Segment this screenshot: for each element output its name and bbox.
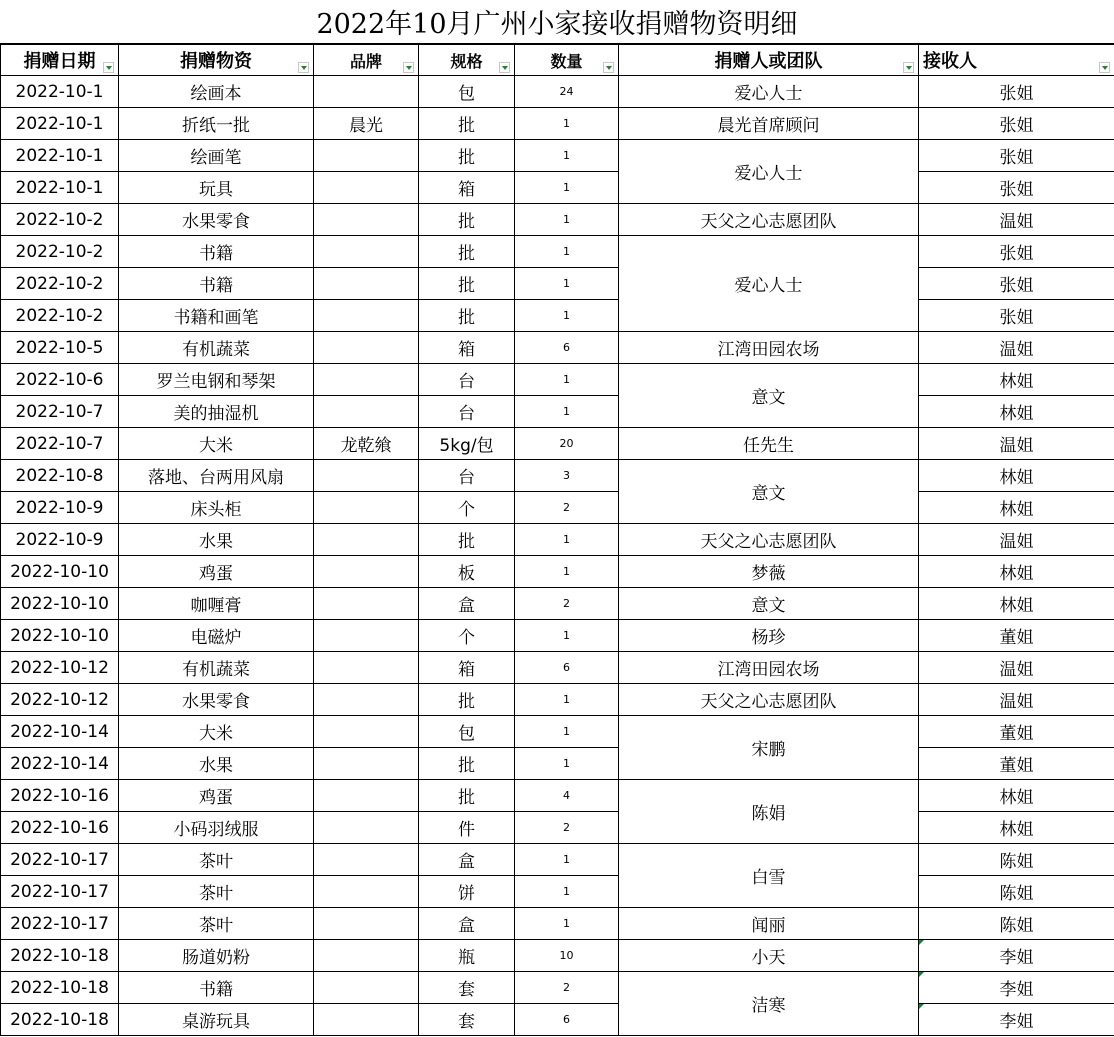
qty-cell[interactable]: 1 <box>515 684 619 716</box>
brand-cell[interactable] <box>314 492 419 524</box>
header-receiver <box>919 45 1114 76</box>
item-cell[interactable]: 玩具 <box>119 172 314 204</box>
brand-cell[interactable] <box>314 1004 419 1036</box>
item-cell[interactable]: 大米 <box>119 716 314 748</box>
date-cell[interactable]: 2022-10-2 <box>1 204 119 236</box>
table-row <box>1 428 1114 460</box>
qty-cell[interactable]: 10 <box>515 940 619 972</box>
donor-cell[interactable]: 杨珍 <box>619 620 919 652</box>
item-cell[interactable]: 咖喱膏 <box>119 588 314 620</box>
item-cell[interactable]: 肠道奶粉 <box>119 940 314 972</box>
spec-cell[interactable]: 5kg/包 <box>419 428 515 460</box>
receiver-cell[interactable]: 张姐 <box>919 108 1114 140</box>
spec-cell[interactable]: 套 <box>419 1004 515 1036</box>
receiver-cell[interactable]: 林姐 <box>919 812 1114 844</box>
qty-cell[interactable]: 2 <box>515 588 619 620</box>
receiver-cell[interactable]: 林姐 <box>919 492 1114 524</box>
qty-cell[interactable]: 1 <box>515 716 619 748</box>
receiver-cell[interactable]: 李姐 <box>919 972 1114 1004</box>
donor-cell[interactable]: 江湾田园农场 <box>619 652 919 684</box>
spec-cell[interactable]: 批 <box>419 140 515 172</box>
brand-cell[interactable]: 龙乾飨 <box>314 428 419 460</box>
header-receiver-label: 接收人 <box>923 51 977 72</box>
receiver-cell[interactable]: 林姐 <box>919 396 1114 428</box>
spec-cell[interactable]: 批 <box>419 204 515 236</box>
spec-cell[interactable]: 批 <box>419 684 515 716</box>
table-row <box>1 204 1114 236</box>
receiver-cell[interactable]: 林姐 <box>919 460 1114 492</box>
table-row <box>1 876 1114 908</box>
header-brand <box>314 45 419 76</box>
table-row <box>1 556 1114 588</box>
qty-cell[interactable]: 1 <box>515 108 619 140</box>
table-row <box>1 908 1114 940</box>
brand-cell[interactable] <box>314 940 419 972</box>
spec-cell[interactable]: 批 <box>419 236 515 268</box>
table-row <box>1 780 1114 812</box>
date-cell[interactable]: 2022-10-2 <box>1 236 119 268</box>
brand-cell[interactable] <box>314 460 419 492</box>
brand-cell[interactable] <box>314 364 419 396</box>
donor-cell[interactable]: 白雪 <box>619 844 919 908</box>
receiver-cell[interactable]: 张姐 <box>919 300 1114 332</box>
donor-cell[interactable]: 洁寒 <box>619 972 919 1036</box>
item-cell[interactable]: 茶叶 <box>119 876 314 908</box>
date-cell[interactable]: 2022-10-16 <box>1 780 119 812</box>
date-cell[interactable]: 2022-10-14 <box>1 748 119 780</box>
brand-cell[interactable] <box>314 652 419 684</box>
qty-cell[interactable]: 3 <box>515 460 619 492</box>
qty-cell[interactable]: 1 <box>515 396 619 428</box>
item-cell[interactable]: 折纸一批 <box>119 108 314 140</box>
date-cell[interactable]: 2022-10-2 <box>1 268 119 300</box>
brand-cell[interactable] <box>314 812 419 844</box>
qty-cell[interactable]: 1 <box>515 172 619 204</box>
header-item <box>119 45 314 76</box>
donor-cell[interactable]: 爱心人士 <box>619 76 919 108</box>
spec-cell[interactable]: 箱 <box>419 172 515 204</box>
brand-cell[interactable] <box>314 396 419 428</box>
table-row <box>1 588 1114 620</box>
spec-cell[interactable]: 瓶 <box>419 940 515 972</box>
spec-cell[interactable]: 批 <box>419 780 515 812</box>
donor-cell[interactable]: 意文 <box>619 588 919 620</box>
brand-cell[interactable] <box>314 620 419 652</box>
filter-dropdown-icon[interactable] <box>403 62 414 73</box>
receiver-cell[interactable]: 张姐 <box>919 76 1114 108</box>
spec-cell[interactable]: 箱 <box>419 332 515 364</box>
qty-cell[interactable]: 1 <box>515 844 619 876</box>
item-cell[interactable]: 床头柜 <box>119 492 314 524</box>
table-row <box>1 812 1114 844</box>
brand-cell[interactable] <box>314 780 419 812</box>
donor-cell[interactable]: 陈娟 <box>619 780 919 844</box>
brand-cell[interactable] <box>314 556 419 588</box>
item-cell[interactable]: 有机蔬菜 <box>119 332 314 364</box>
spec-cell[interactable]: 盒 <box>419 908 515 940</box>
donor-cell[interactable]: 晨光首席顾问 <box>619 108 919 140</box>
donor-cell[interactable]: 任先生 <box>619 428 919 460</box>
table-row <box>1 652 1114 684</box>
receiver-cell[interactable]: 林姐 <box>919 588 1114 620</box>
donor-cell[interactable]: 江湾田园农场 <box>619 332 919 364</box>
qty-cell[interactable]: 1 <box>515 620 619 652</box>
item-cell[interactable]: 水果 <box>119 524 314 556</box>
brand-cell[interactable] <box>314 972 419 1004</box>
table-row <box>1 140 1114 172</box>
item-cell[interactable]: 桌游玩具 <box>119 1004 314 1036</box>
qty-cell[interactable]: 24 <box>515 76 619 108</box>
item-cell[interactable]: 茶叶 <box>119 844 314 876</box>
date-cell[interactable]: 2022-10-18 <box>1 940 119 972</box>
date-cell[interactable]: 2022-10-1 <box>1 140 119 172</box>
filter-dropdown-icon[interactable] <box>499 62 510 73</box>
qty-cell[interactable]: 1 <box>515 140 619 172</box>
table-row <box>1 364 1114 396</box>
item-cell[interactable]: 罗兰电钢和琴架 <box>119 364 314 396</box>
table-row <box>1 844 1114 876</box>
receiver-cell[interactable]: 林姐 <box>919 556 1114 588</box>
qty-cell[interactable]: 1 <box>515 876 619 908</box>
table-row <box>1 748 1114 780</box>
qty-cell[interactable]: 1 <box>515 204 619 236</box>
brand-cell[interactable] <box>314 876 419 908</box>
qty-cell[interactable]: 6 <box>515 652 619 684</box>
table-row <box>1 716 1114 748</box>
spec-cell[interactable]: 批 <box>419 748 515 780</box>
spec-cell[interactable]: 套 <box>419 972 515 1004</box>
qty-cell[interactable]: 1 <box>515 524 619 556</box>
donor-cell[interactable]: 闻丽 <box>619 908 919 940</box>
table-row <box>1 172 1114 204</box>
table-row <box>1 684 1114 716</box>
sheet-title: 2022年10月广州小家接收捐赠物资明细 <box>0 0 1114 44</box>
filter-dropdown-icon[interactable] <box>298 62 309 73</box>
qty-cell[interactable]: 1 <box>515 556 619 588</box>
receiver-cell[interactable]: 李姐 <box>919 940 1114 972</box>
date-cell[interactable]: 2022-10-10 <box>1 588 119 620</box>
brand-cell[interactable] <box>314 204 419 236</box>
brand-cell[interactable] <box>314 236 419 268</box>
item-cell[interactable]: 书籍 <box>119 268 314 300</box>
donor-cell[interactable]: 小天 <box>619 940 919 972</box>
date-cell[interactable]: 2022-10-6 <box>1 364 119 396</box>
item-cell[interactable]: 水果 <box>119 748 314 780</box>
receiver-cell[interactable]: 陈姐 <box>919 908 1114 940</box>
spec-cell[interactable]: 盒 <box>419 588 515 620</box>
qty-cell[interactable]: 6 <box>515 1004 619 1036</box>
spec-cell[interactable]: 个 <box>419 620 515 652</box>
table-row <box>1 332 1114 364</box>
date-cell[interactable]: 2022-10-14 <box>1 716 119 748</box>
header-date <box>1 45 119 76</box>
donation-table <box>0 44 1114 1036</box>
item-cell[interactable]: 鸡蛋 <box>119 780 314 812</box>
qty-cell[interactable]: 1 <box>515 300 619 332</box>
donor-cell[interactable]: 天父之心志愿团队 <box>619 684 919 716</box>
brand-cell[interactable] <box>314 844 419 876</box>
date-cell[interactable]: 2022-10-7 <box>1 428 119 460</box>
date-cell[interactable]: 2022-10-12 <box>1 652 119 684</box>
header-date-label: 捐赠日期 <box>23 51 96 72</box>
spec-cell[interactable]: 台 <box>419 364 515 396</box>
receiver-cell[interactable]: 陈姐 <box>919 844 1114 876</box>
spec-cell[interactable]: 饼 <box>419 876 515 908</box>
date-cell[interactable]: 2022-10-18 <box>1 972 119 1004</box>
date-cell[interactable]: 2022-10-16 <box>1 812 119 844</box>
spec-cell[interactable]: 批 <box>419 268 515 300</box>
brand-cell[interactable] <box>314 268 419 300</box>
qty-cell[interactable]: 1 <box>515 236 619 268</box>
table-row <box>1 524 1114 556</box>
table-row <box>1 1004 1114 1036</box>
item-cell[interactable]: 绘画本 <box>119 76 314 108</box>
item-cell[interactable]: 落地、台两用风扇 <box>119 460 314 492</box>
header-spec-label: 规格 <box>450 51 483 71</box>
item-cell[interactable]: 书籍 <box>119 236 314 268</box>
filter-dropdown-icon[interactable] <box>903 62 914 73</box>
receiver-cell[interactable]: 温姐 <box>919 332 1114 364</box>
date-cell[interactable]: 2022-10-1 <box>1 108 119 140</box>
qty-cell[interactable]: 1 <box>515 268 619 300</box>
filter-dropdown-icon[interactable] <box>103 62 114 73</box>
item-cell[interactable]: 水果零食 <box>119 684 314 716</box>
receiver-cell[interactable]: 董姐 <box>919 716 1114 748</box>
receiver-cell[interactable]: 张姐 <box>919 236 1114 268</box>
date-cell[interactable]: 2022-10-9 <box>1 524 119 556</box>
header-spec <box>419 45 515 76</box>
receiver-cell[interactable]: 张姐 <box>919 268 1114 300</box>
receiver-cell[interactable]: 温姐 <box>919 652 1114 684</box>
donor-cell[interactable]: 梦薇 <box>619 556 919 588</box>
spec-cell[interactable]: 批 <box>419 300 515 332</box>
qty-cell[interactable]: 20 <box>515 428 619 460</box>
item-cell[interactable]: 茶叶 <box>119 908 314 940</box>
filter-dropdown-icon[interactable] <box>603 62 614 73</box>
qty-cell[interactable]: 2 <box>515 972 619 1004</box>
table-row <box>1 492 1114 524</box>
item-cell[interactable]: 美的抽湿机 <box>119 396 314 428</box>
qty-cell[interactable]: 1 <box>515 364 619 396</box>
header-qty-label: 数量 <box>550 51 583 71</box>
spec-cell[interactable]: 件 <box>419 812 515 844</box>
brand-cell[interactable] <box>314 524 419 556</box>
qty-cell[interactable]: 2 <box>515 812 619 844</box>
donor-cell[interactable]: 宋鹏 <box>619 716 919 780</box>
brand-cell[interactable] <box>314 172 419 204</box>
receiver-cell[interactable]: 李姐 <box>919 1004 1114 1036</box>
receiver-cell[interactable]: 张姐 <box>919 140 1114 172</box>
item-cell[interactable]: 水果零食 <box>119 204 314 236</box>
qty-cell[interactable]: 2 <box>515 492 619 524</box>
donor-cell[interactable]: 意文 <box>619 364 919 428</box>
brand-cell[interactable] <box>314 300 419 332</box>
spec-cell[interactable]: 盒 <box>419 844 515 876</box>
receiver-cell[interactable]: 林姐 <box>919 364 1114 396</box>
item-cell[interactable]: 小码羽绒服 <box>119 812 314 844</box>
table-row <box>1 236 1114 268</box>
spec-cell[interactable]: 个 <box>419 492 515 524</box>
table-row <box>1 972 1114 1004</box>
brand-cell[interactable]: 晨光 <box>314 108 419 140</box>
qty-cell[interactable]: 6 <box>515 332 619 364</box>
date-cell[interactable]: 2022-10-17 <box>1 908 119 940</box>
item-cell[interactable]: 鸡蛋 <box>119 556 314 588</box>
brand-cell[interactable] <box>314 140 419 172</box>
donor-cell[interactable]: 天父之心志愿团队 <box>619 204 919 236</box>
brand-cell[interactable] <box>314 332 419 364</box>
date-cell[interactable]: 2022-10-5 <box>1 332 119 364</box>
table-row <box>1 300 1114 332</box>
date-cell[interactable]: 2022-10-1 <box>1 76 119 108</box>
brand-cell[interactable] <box>314 588 419 620</box>
spec-cell[interactable]: 批 <box>419 524 515 556</box>
item-cell[interactable]: 书籍和画笔 <box>119 300 314 332</box>
receiver-cell[interactable]: 董姐 <box>919 748 1114 780</box>
item-cell[interactable]: 大米 <box>119 428 314 460</box>
item-cell[interactable]: 有机蔬菜 <box>119 652 314 684</box>
header-donor <box>619 45 919 76</box>
receiver-cell[interactable]: 董姐 <box>919 620 1114 652</box>
donor-cell[interactable]: 爱心人士 <box>619 236 919 332</box>
table-row <box>1 268 1114 300</box>
receiver-cell[interactable]: 温姐 <box>919 524 1114 556</box>
filter-dropdown-icon[interactable] <box>1099 62 1110 73</box>
spec-cell[interactable]: 箱 <box>419 652 515 684</box>
table-row <box>1 108 1114 140</box>
brand-cell[interactable] <box>314 716 419 748</box>
item-cell[interactable]: 绘画笔 <box>119 140 314 172</box>
table-row <box>1 620 1114 652</box>
date-cell[interactable]: 2022-10-7 <box>1 396 119 428</box>
brand-cell[interactable] <box>314 684 419 716</box>
table-row <box>1 76 1114 108</box>
date-cell[interactable]: 2022-10-1 <box>1 172 119 204</box>
donor-cell[interactable]: 意文 <box>619 460 919 524</box>
qty-cell[interactable]: 1 <box>515 908 619 940</box>
header-item-label: 捐赠物资 <box>180 51 252 72</box>
receiver-cell[interactable]: 温姐 <box>919 204 1114 236</box>
header-qty <box>515 45 619 76</box>
item-cell[interactable]: 书籍 <box>119 972 314 1004</box>
donor-cell[interactable]: 爱心人士 <box>619 140 919 204</box>
brand-cell[interactable] <box>314 748 419 780</box>
brand-cell[interactable] <box>314 908 419 940</box>
spec-cell[interactable]: 包 <box>419 716 515 748</box>
receiver-cell[interactable]: 张姐 <box>919 172 1114 204</box>
qty-cell[interactable]: 4 <box>515 780 619 812</box>
date-cell[interactable]: 2022-10-12 <box>1 684 119 716</box>
date-cell[interactable]: 2022-10-9 <box>1 492 119 524</box>
spec-cell[interactable]: 批 <box>419 108 515 140</box>
date-cell[interactable]: 2022-10-17 <box>1 876 119 908</box>
receiver-cell[interactable]: 温姐 <box>919 684 1114 716</box>
table-row <box>1 396 1114 428</box>
spec-cell[interactable]: 台 <box>419 460 515 492</box>
item-cell[interactable]: 电磁炉 <box>119 620 314 652</box>
spec-cell[interactable]: 台 <box>419 396 515 428</box>
date-cell[interactable]: 2022-10-10 <box>1 620 119 652</box>
receiver-cell[interactable]: 陈姐 <box>919 876 1114 908</box>
donor-cell[interactable]: 天父之心志愿团队 <box>619 524 919 556</box>
spec-cell[interactable]: 包 <box>419 76 515 108</box>
date-cell[interactable]: 2022-10-8 <box>1 460 119 492</box>
table-row <box>1 460 1114 492</box>
table-row <box>1 940 1114 972</box>
receiver-cell[interactable]: 林姐 <box>919 780 1114 812</box>
header-row <box>1 45 1114 76</box>
date-cell[interactable]: 2022-10-17 <box>1 844 119 876</box>
date-cell[interactable]: 2022-10-2 <box>1 300 119 332</box>
date-cell[interactable]: 2022-10-10 <box>1 556 119 588</box>
spec-cell[interactable]: 板 <box>419 556 515 588</box>
qty-cell[interactable]: 1 <box>515 748 619 780</box>
receiver-cell[interactable]: 温姐 <box>919 428 1114 460</box>
brand-cell[interactable] <box>314 76 419 108</box>
header-donor-label: 捐赠人或团队 <box>714 51 823 72</box>
header-brand-label: 品牌 <box>349 51 382 71</box>
date-cell[interactable]: 2022-10-18 <box>1 1004 119 1036</box>
